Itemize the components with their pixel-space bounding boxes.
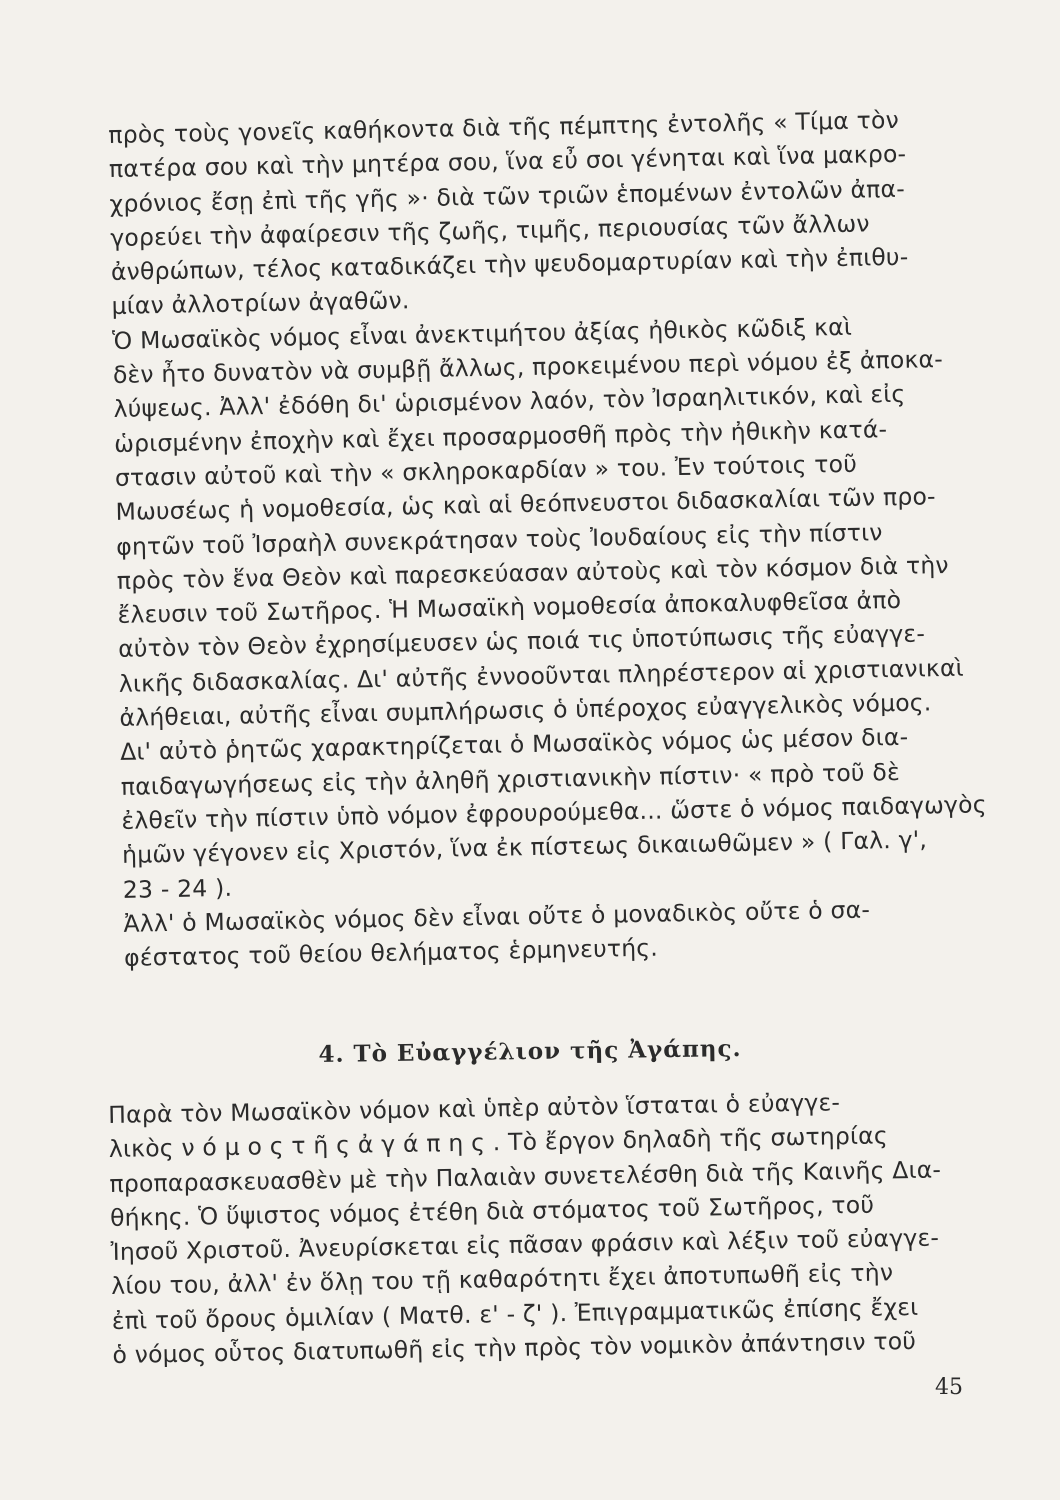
text-line: δὲν ἦτο δυνατὸν νὰ συμβῇ ἄλλως, προκειμένου περὶ νόμου ἐξ ἀποκα- xyxy=(112,345,944,390)
text-line: ἀνθρώπων, τέλος καταδικάζει τὴν ψευδομαρτυρίαν καὶ τὴν ἐπιθυ- xyxy=(110,242,909,287)
paragraph-block-2 xyxy=(108,1083,975,1372)
text-line: ἐπὶ τοῦ ὄρους ὁμιλίαν ( Ματθ. ε' - ζ' ). Ἐπιγραμματικῶς ἐπίσης ἔχει xyxy=(111,1292,919,1335)
text-line: φητῶν τοῦ Ἰσραὴλ συνεκράτησαν τοὺς Ἰουδαίους εἰς τὴν πίστιν xyxy=(115,517,883,561)
text-line: Ἀλλ' ὁ Μωσαϊκὸς νόμος δὲν εἶναι οὔτε ὁ μοναδικὸς οὔτε ὁ σα- xyxy=(123,895,871,938)
text-line: λίου του, ἀλλ' ἐν ὅλῃ του τῇ καθαρότητι ἔχει ἀποτυπωθῆ εἰς τὴν xyxy=(111,1258,894,1301)
text-line: φέστατος τοῦ θείου θελήματος ἑρμηνευτής. xyxy=(123,933,659,972)
text-line: χρόνιος ἔσῃ ἐπὶ τῆς γῆς »· διὰ τῶν τριῶν ἑπομένων ἐντολῶν ἀπα- xyxy=(109,174,906,218)
text-line: πρὸς τοὺς γονεῖς καθήκοντα διὰ τῆς πέμπτης ἐντολῆς « Τίμα τὸν xyxy=(108,105,900,149)
text-line: ὁ νόμος οὗτος διατυπωθῆ εἰς τὴν πρὸς τὸν νομικὸν ἀπάντησιν τοῦ xyxy=(112,1327,917,1370)
text-line: αὐτὸν τὸν Θεὸν ἐχρησίμευσεν ὡς ποιά τις ὑποτύπωσις τῆς εὐαγγε- xyxy=(117,619,926,664)
text-line: Μωυσέως ἡ νομοθεσία, ὡς καὶ αἱ θεόπνευστοι διδασκαλίαι τῶν προ- xyxy=(115,482,936,527)
text-line: λύψεως. Ἀλλ' ἐδόθη δι' ὡρισμένον λαόν, τὸν Ἰσραηλιτικόν, καὶ εἰς xyxy=(113,380,906,424)
text-line: ἀλήθειαι, αὐτῆς εἶναι συμπλήρωσις ὁ ὑπέροχος εὐαγγελικὸς νόμος. xyxy=(119,688,932,732)
text-line: πατέρα σου καὶ τὴν μητέρα σου, ἵνα εὖ σοι γένηται καὶ ἵνα μακρο- xyxy=(108,139,907,184)
text-line: 23 - 24 ). xyxy=(122,873,233,904)
text-line: ἡμῶν γέγονεν εἰς Χριστόν, ἵνα ἐκ πίστεως δικαιωθῶμεν » ( Γαλ. γ', xyxy=(121,825,928,870)
text-line: στασιν αὐτοῦ καὶ τὴν « σκληροκαρδίαν » του. Ἐν τούτοις τοῦ xyxy=(114,449,858,492)
text-line: παιδαγωγήσεως εἰς τὴν ἀληθῆ χριστιανικὴν πίστιν· « πρὸ τοῦ δὲ xyxy=(120,757,901,801)
page-number: 45 xyxy=(935,1375,963,1400)
paragraph-block-1 xyxy=(108,101,986,975)
text-line: ὡρισμένην ἐποχὴν καὶ ἔχει προσαρμοσθῆ πρὸς τὴν ἠθικὴν κατά- xyxy=(113,414,888,458)
text-line: Δι' αὐτὸ ῥητῶς χαρακτηρίζεται ὁ Μωσαϊκὸς νόμος ὡς μέσον δια- xyxy=(119,723,909,767)
text-line: ἐλθεῖν τὴν πίστιν ὑπὸ νόμον ἐφρουρούμεθα... ὥστε ὁ νόμος παιδαγωγὸς xyxy=(121,790,987,835)
text-line: Ὁ Μωσαϊκὸς νόμος εἶναι ἀνεκτιμήτου ἀξίας ἠθικὸς κῶδιξ καὶ xyxy=(112,312,853,355)
text-line: Παρὰ τὸν Μωσαϊκὸν νόμον καὶ ὑπὲρ αὐτὸν ἵσταται ὁ εὐαγγε- xyxy=(108,1088,841,1129)
text-line: Ἰησοῦ Χριστοῦ. Ἀνευρίσκεται εἰς πᾶσαν φράσιν καὶ λέξιν τοῦ εὐαγγε- xyxy=(110,1223,940,1267)
text-line: θήκης. Ὁ ὕψιστος νόμος ἐτέθη διὰ στόματος τοῦ Σωτῆρος, τοῦ xyxy=(109,1190,875,1232)
text-line: μίαν ἀλλοτρίων ἀγαθῶν. xyxy=(111,286,410,321)
text-line: προπαρασκευασθὲν μὲ τὴν Παλαιὰν συνετελέσθη διὰ τῆς Καινῆς Δια- xyxy=(109,1155,942,1198)
text-line: ἔλευσιν τοῦ Σωτῆρος. Ἡ Μωσαϊκὴ νομοθεσία ἀποκαλυφθεῖσα ἀπὸ xyxy=(117,586,902,630)
text-line: λικῆς διδασκαλίας. Δι' αὐτῆς ἐννοοῦνται πληρέστερον αἱ χριστιανικαὶ xyxy=(118,653,965,698)
text-line: γορεύει τὴν ἀφαίρεσιν τῆς ζωῆς, τιμῆς, περιουσίας τῶν ἄλλων xyxy=(110,209,870,252)
text-line: λικὸς ν ό μ ο ς τ ῆ ς ἀ γ ά π η ς . Τὸ ἔργον δηλαδὴ τῆς σωτηρίας xyxy=(108,1121,889,1164)
section-heading: 4. Τὸ Εὐαγγέλιον τῆς Ἀγάπης. xyxy=(318,1035,742,1068)
text-line: πρὸς τὸν ἕνα Θεὸν καὶ παρεσκεύασαν αὐτοὺς καὶ τὸν κόσμον διὰ τὴν xyxy=(116,550,950,595)
